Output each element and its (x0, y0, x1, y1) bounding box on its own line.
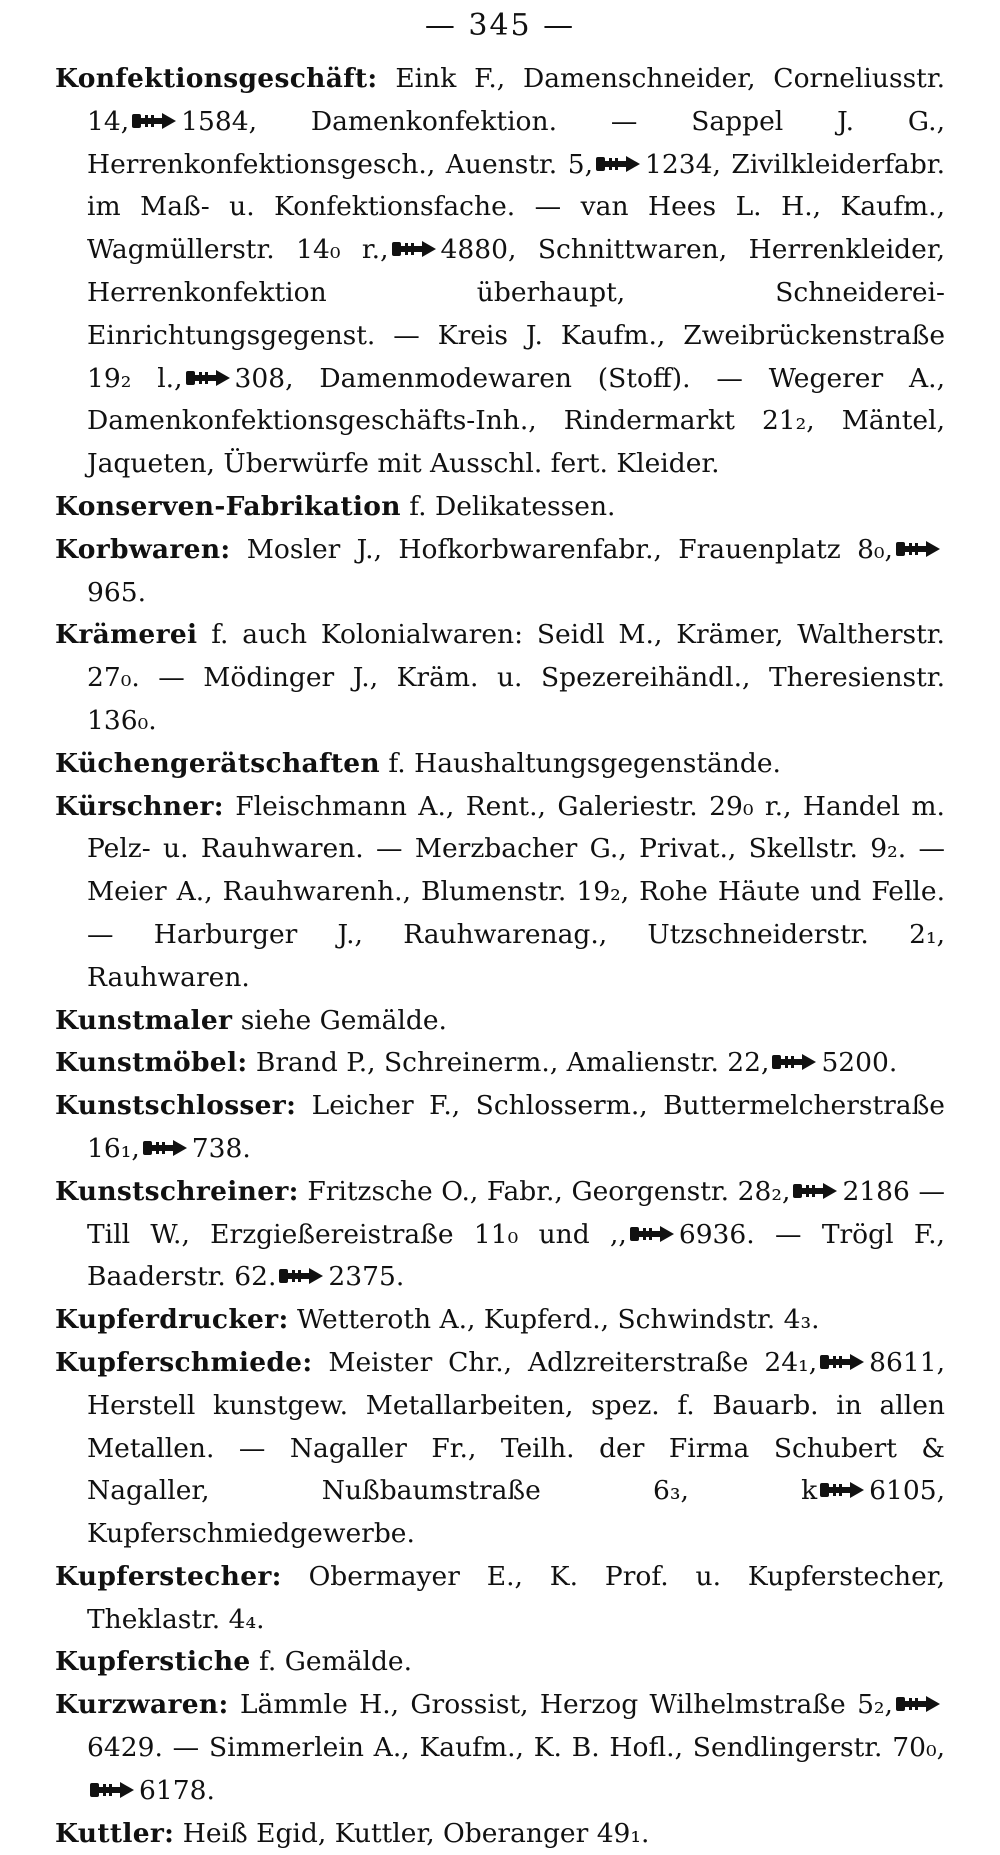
entry-text: 308, Damenmodewaren (Stoff). — Wegerer A., Damenkonfektionsgeschäfts-Inh., Rindermarkt 21₂, Mäntel, Jaqueten, Überwürfe mit Ausschl. fert. Kleider. (87, 362, 945, 480)
entry-heading: Kunstmöbel: (55, 1047, 248, 1079)
directory-entry (55, 529, 945, 615)
entry-text: Meister Chr., Adlzreiterstraße 24₁, (328, 1346, 818, 1378)
entry-heading: Kupferstiche (55, 1646, 251, 1678)
entry-text: Wetteroth A., Kupferd., Schwindstr. 4₃. (296, 1304, 820, 1336)
entry-heading: Korbwaren: (55, 533, 231, 565)
entry-heading: Kunstschreiner: (55, 1175, 299, 1207)
telephone-icon (89, 1779, 135, 1801)
directory-entry (55, 1813, 945, 1855)
entry-text: 2186 — Till W., Erzgießereistraße 11₀ und ,, (87, 1175, 945, 1250)
entry-heading: Kunstmaler (55, 1004, 233, 1036)
telephone-icon (142, 1137, 188, 1159)
entry-text: f. Haushaltungsgegenstände. (388, 747, 781, 779)
directory-entry (55, 1042, 945, 1085)
directory-entry (55, 1684, 945, 1812)
entry-text: Brand P., Schreinerm., Amalienstr. 22, (255, 1047, 770, 1079)
page-number: — 345 — (424, 8, 576, 43)
telephone-icon (895, 538, 941, 560)
entry-text: Fleischmann A., Rent., Galeriestr. 29₀ r., Handel m. Pelz- u. Rauhwaren. — Merzbacher G., Privat., Skellstr. 9₂. — Meier A., Rauhwarenh., Blumenstr. 19₂, Rohe Häute und Felle. — Harburger J., Rauhwarenag., Utzschneiderstr. 2₁, Rauhwaren. (87, 790, 945, 993)
directory-entry (55, 1641, 945, 1684)
entry-heading: Kurzwaren: (55, 1689, 229, 1721)
entry-text: 5200. (821, 1047, 898, 1079)
entry-text: 1234, Zivilkleiderfabr. im Maß- u. Konfektionsfache. — van Hees L. H., Kaufm., Wagmüllerstr. 14₀ r., (87, 148, 945, 266)
directory-entry (55, 486, 945, 529)
entry-text: 6178. (139, 1774, 215, 1806)
entry-heading: Kürschner: (55, 790, 224, 822)
entry-text: Fritzsche O., Fabr., Georgenstr. 28₂, (307, 1175, 791, 1207)
directory-entry (55, 58, 945, 486)
entry-text: 6105, Kupferschmiedgewerbe. (87, 1475, 945, 1550)
entry-text: 6936. — Trögl F., Baaderstr. 62. (87, 1218, 945, 1293)
entry-text: Lämmle H., Grossist, Herzog Wilhelmstraße 5₂, (239, 1689, 893, 1721)
entry-text: Eink F., Damenschneider, Corneliusstr. 14, (87, 63, 945, 137)
directory-entry (55, 1342, 945, 1556)
entry-text: Leicher F., Schlosserm., Buttermelcherstraße 16₁, (87, 1090, 945, 1164)
entry-heading: Kupferdrucker: (55, 1304, 289, 1336)
telephone-icon (771, 1051, 817, 1073)
telephone-icon (185, 367, 231, 389)
telephone-icon (131, 110, 177, 132)
entry-text: 8611, Herstell kunstgew. Metallarbeiten, spez. f. Bauarb. in allen Metallen. — Nagaller Fr., Teilh. der Firma Schubert & Nagaller, Nußbaumstraße 6₃, k (87, 1346, 945, 1507)
entry-text: siehe Gemälde. (240, 1004, 447, 1036)
entry-heading: Konfektionsgeschäft: (55, 63, 378, 94)
telephone-icon (895, 1693, 941, 1715)
directory-entry (55, 1299, 945, 1342)
entry-list (55, 58, 945, 1855)
entry-text: f. auch Kolonialwaren: Seidl M., Krämer, Waltherstr. 27₀. — Mödinger J., Kräm. u. Spezereihändl., Theresienstr. 136₀. (87, 619, 945, 736)
entry-heading: Krämerei (55, 619, 198, 651)
entry-text: Obermayer E., K. Prof. u. Kupferstecher, Theklastr. 4₄. (87, 1560, 945, 1635)
entry-text: Mosler J., Hofkorbwarenfabr., Frauenplatz 8₀, (246, 533, 893, 565)
entry-heading: Kunstschlosser: (55, 1090, 297, 1122)
entry-text: Heiß Egid, Kuttler, Oberanger 49₁. (182, 1817, 650, 1849)
directory-entry (55, 1000, 945, 1043)
directory-entry (55, 1085, 945, 1171)
entry-heading: Kuttler: (55, 1817, 175, 1849)
entry-heading: Konserven-Fabrikation (55, 490, 401, 522)
entry-text: 965. (87, 576, 147, 608)
telephone-icon (278, 1265, 324, 1287)
entry-heading: Kupferstecher: (55, 1560, 282, 1592)
telephone-icon (792, 1180, 838, 1202)
directory-entry (55, 786, 945, 1000)
telephone-icon (819, 1351, 865, 1373)
entry-text: 1584, Damenkonfektion. — Sappel J. G., Herrenkonfektionsgesch., Auenstr. 5, (87, 105, 945, 180)
entry-text: 2375. (328, 1261, 405, 1293)
directory-entry (55, 614, 945, 742)
directory-entry (55, 1556, 945, 1642)
entry-text: f. Gemälde. (259, 1646, 413, 1678)
directory-page (55, 0, 945, 1849)
entry-text: 4880, Schnittwaren, Herrenkleider, Herrenkonfektion überhaupt, Schneiderei-Einrichtungsgegenst. — Kreis J. Kaufm., Zweibrückenstraße 19₂ l., (87, 234, 945, 394)
telephone-icon (391, 238, 437, 260)
entry-heading: Küchengerätschaften (55, 747, 380, 779)
telephone-icon (595, 153, 641, 175)
entry-text: 738. (191, 1132, 251, 1164)
telephone-icon (629, 1223, 675, 1245)
directory-entry (55, 743, 945, 786)
entry-heading: Kupferschmiede: (55, 1346, 313, 1378)
entry-text: f. Delikatessen. (409, 490, 616, 522)
entry-text: 6429. — Simmerlein A., Kaufm., K. B. Hofl., Sendlingerstr. 70₀, (87, 1732, 945, 1764)
telephone-icon (819, 1479, 865, 1501)
directory-entry (55, 1171, 945, 1299)
